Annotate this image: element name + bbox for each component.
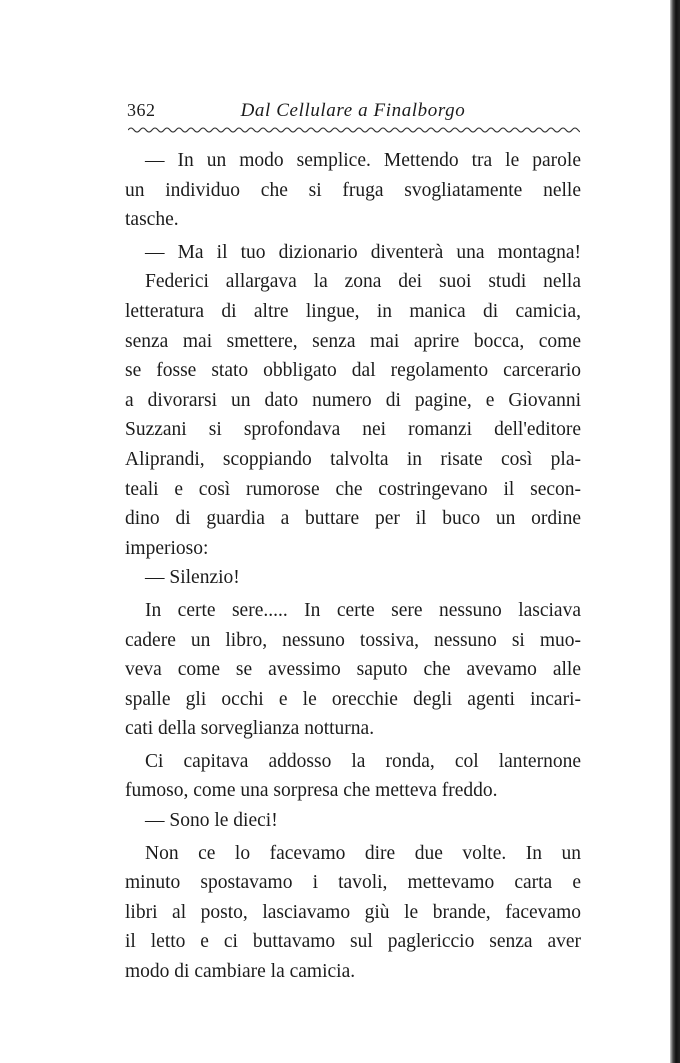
paragraph <box>125 267 581 563</box>
body-text <box>125 146 581 987</box>
text-line: In certe sere..... In certe sere nessuno lasciava <box>145 599 581 621</box>
paragraph <box>125 238 581 268</box>
paragraph <box>125 146 581 235</box>
text-line: modo di cambiare la camicia. <box>125 961 356 983</box>
text-line: Federici allargava la zona dei suoi studi nella <box>145 271 581 293</box>
text-line: tasche. <box>125 209 179 231</box>
text-line: — Ma il tuo dizionario diventerà una montagna! <box>145 241 581 263</box>
text-line: Ci capitava addosso la ronda, col lanternone <box>145 750 581 772</box>
text-line: Non ce lo facevamo dire due volte. In un <box>145 842 581 864</box>
text-line: se fosse stato obbligato dal regolamento carcerario <box>125 360 581 382</box>
page-edge-shadow <box>670 0 680 1063</box>
running-title: Dal Cellulare a Finalborgo <box>240 100 466 121</box>
text-line: cadere un libro, nessuno tossiva, nessuno si muo- <box>125 629 581 651</box>
paragraph <box>125 806 581 836</box>
text-line: teali e così rumorose che costringevano il secon- <box>125 478 581 500</box>
text-line: a divorarsi un dato numero di pagine, e Giovanni <box>125 389 581 411</box>
text-line: dino di guardia a buttare per il buco un ordine <box>125 508 581 530</box>
text-line: un individuo che si fruga svogliatamente nelle <box>125 179 581 201</box>
text-line: minuto spostavamo i tavoli, mettevamo carta e <box>125 872 581 894</box>
paragraph <box>125 596 581 744</box>
paragraph <box>125 839 581 987</box>
text-line: libri al posto, lasciavamo giù le brande, facevamo <box>125 901 581 923</box>
text-line: — Silenzio! <box>145 567 240 589</box>
text-line: spalle gli occhi e le orecchie degli agenti incari- <box>125 688 581 710</box>
paragraph <box>125 563 581 593</box>
text-line: senza mai smettere, senza mai aprire bocca, come <box>125 330 581 352</box>
page-number: 362 <box>127 100 156 120</box>
text-line: Aliprandi, scoppiando talvolta in risate così pla- <box>125 448 581 470</box>
text-line: — Sono le dieci! <box>145 810 278 832</box>
text-line: fumoso, come una sorpresa che metteva freddo. <box>125 780 498 802</box>
text-line: il letto e ci buttavamo sul paglericcio senza aver <box>125 931 581 953</box>
text-line: — In un modo semplice. Mettendo tra le parole <box>145 150 581 171</box>
text-line: Suzzani si sprofondava nei romanzi dell'editore <box>125 419 581 441</box>
text-line: cati della sorveglianza notturna. <box>125 718 375 740</box>
text-line: imperioso: <box>125 537 209 559</box>
text-line: letteratura di altre lingue, in manica di camicia, <box>125 300 581 322</box>
paragraph <box>125 747 581 806</box>
running-head <box>127 100 579 126</box>
wavy-rule-ornament <box>128 124 580 136</box>
text-line: veva come se avessimo saputo che avevamo alle <box>125 659 581 681</box>
